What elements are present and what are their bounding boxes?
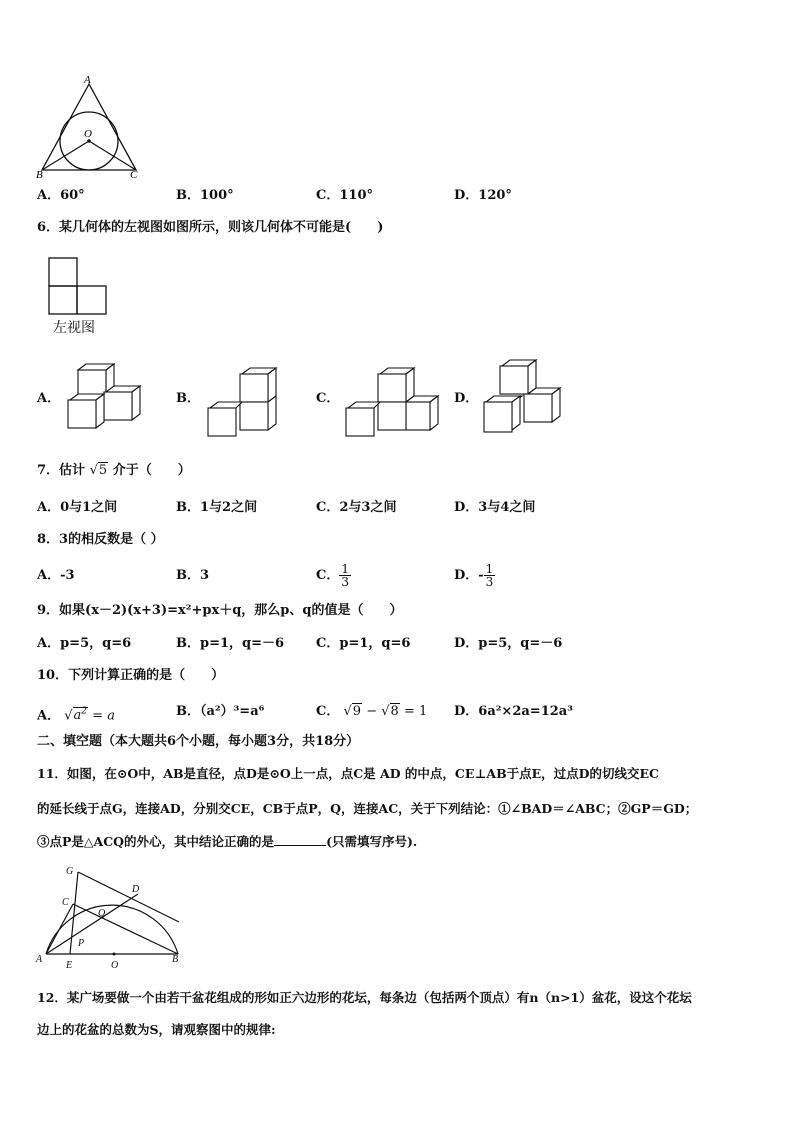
q11-label-d: D bbox=[132, 884, 140, 895]
q5-label-a: A bbox=[84, 74, 91, 86]
q7-option-b[interactable]: B．1与2之间 bbox=[176, 500, 258, 515]
q12-line2: 边上的花盆的总数为S，请观察图中的规律: bbox=[37, 1022, 276, 1037]
q11-line1: 11．如图，在⊙O中，AB是直径，点D是⊙O上一点，点C是 AD 的中点，CE⊥AB于点E，过点D的切线交EC bbox=[37, 766, 659, 781]
q10-stem: 10．下列计算正确的是（ ） bbox=[37, 668, 225, 683]
q9-option-c[interactable]: C．p=1，q=6 bbox=[316, 636, 411, 651]
q7-stem-post: 介于（ ） bbox=[112, 463, 191, 478]
q8-option-a[interactable]: A．-3 bbox=[37, 568, 75, 583]
q11-label-b: B bbox=[172, 954, 179, 965]
q11-line3: ③点P是△ACQ的外心，其中结论正确的是 (只需填写序号). bbox=[37, 834, 418, 849]
section-2-heading: 二、填空题（本大题共6个小题，每小题3分，共18分） bbox=[37, 734, 360, 749]
q8-option-d[interactable] bbox=[454, 556, 495, 596]
q9-option-a[interactable]: A．p=5，q=6 bbox=[37, 636, 132, 651]
q8-option-d-fraction: $\frac{1}{3}$ bbox=[485, 562, 494, 589]
q8-option-c-label: C． bbox=[316, 568, 340, 583]
q6-option-c-cubes[interactable] bbox=[342, 364, 442, 438]
q8-option-b[interactable]: B．3 bbox=[176, 568, 210, 583]
q5-option-c[interactable]: C．110° bbox=[316, 188, 373, 203]
q11-label-o: O bbox=[111, 960, 119, 971]
q6-option-d[interactable]: D． bbox=[454, 391, 479, 406]
q6-option-a-cubes[interactable] bbox=[64, 362, 144, 434]
q7-stem-pre: 7．估计 bbox=[37, 463, 86, 478]
q5-option-d[interactable]: D．120° bbox=[454, 188, 512, 203]
q8-option-d-label: D．- bbox=[454, 568, 484, 583]
q7-sqrt: √5 bbox=[89, 463, 108, 478]
q6-option-a[interactable]: A． bbox=[37, 391, 61, 406]
q6-stem: 6．某几何体的左视图如图所示，则该几何体不可能是( ) bbox=[37, 220, 384, 235]
q9-option-d[interactable]: D．p=5，q=－6 bbox=[454, 636, 563, 651]
q5-triangle-figure bbox=[34, 74, 144, 182]
q8-option-c-fraction: $\frac{1}{3}$ bbox=[341, 562, 349, 589]
q7-stem bbox=[37, 463, 191, 479]
q12-line1: 12．某广场要做一个由若干盆花组成的形如正六边形的花坛，每条边（包括两个顶点）有n（n>1）盆花，设这个花坛 bbox=[37, 990, 692, 1005]
q8-option-c[interactable] bbox=[316, 556, 351, 596]
q5-label-o: O bbox=[84, 128, 92, 140]
q6-view-label: 左视图 bbox=[53, 320, 95, 336]
q11-answer-blank[interactable] bbox=[274, 833, 326, 846]
q9-option-b[interactable]: B．p=1，q=－6 bbox=[176, 636, 285, 651]
q7-option-a[interactable]: A．0与1之间 bbox=[37, 500, 118, 515]
q11-label-e: E bbox=[66, 960, 73, 971]
q6-option-c[interactable]: C． bbox=[316, 391, 340, 406]
q9-stem: 9．如果(x－2)(x+3)=x²+px＋q，那么p、q的值是（ ） bbox=[37, 603, 403, 618]
q11-label-g: G bbox=[66, 866, 74, 877]
q7-option-c[interactable]: C．2与3之间 bbox=[316, 500, 397, 515]
q11-line2: 的延长线于点G，连接AD，分别交CE，CB于点P，Q，连接AC，关于下列结论：①∠BAD＝∠ABC；②GP＝GD； bbox=[37, 801, 698, 816]
q10-option-c-expr: √9 − √8 = 1 bbox=[343, 704, 428, 719]
q11-label-c: C bbox=[62, 897, 69, 908]
q6-option-b[interactable]: B． bbox=[176, 391, 200, 406]
q6-left-view-figure bbox=[47, 256, 111, 316]
q10-option-a[interactable]: A． $√a^2 = a$ bbox=[37, 707, 115, 724]
q10-option-b[interactable]: B．（a²）³=a⁶ bbox=[176, 704, 265, 719]
q10-option-c[interactable]: C． √9 − √8 = 1 bbox=[316, 704, 428, 719]
q8-stem: 8．3的相反数是（ ） bbox=[37, 532, 164, 547]
q6-option-d-cubes[interactable] bbox=[478, 358, 562, 440]
q11-label-p: P bbox=[78, 938, 85, 949]
q11-label-q: Q bbox=[98, 908, 106, 919]
q5-option-b[interactable]: B．100° bbox=[176, 188, 234, 203]
q10-option-d[interactable]: D．6a²×2a=12a³ bbox=[454, 704, 573, 719]
q11-label-a: A bbox=[36, 954, 43, 965]
q10-option-a-expr: $√a^2 = a$ bbox=[64, 707, 115, 724]
q11-circle-figure bbox=[34, 862, 184, 974]
q6-option-b-cubes[interactable] bbox=[204, 364, 284, 438]
q5-label-c: C bbox=[130, 169, 138, 181]
q7-radicand: 5 bbox=[98, 463, 108, 478]
q5-label-b: B bbox=[36, 169, 43, 181]
q7-option-d[interactable]: D．3与4之间 bbox=[454, 500, 536, 515]
q5-option-a[interactable]: A．60° bbox=[37, 188, 85, 203]
